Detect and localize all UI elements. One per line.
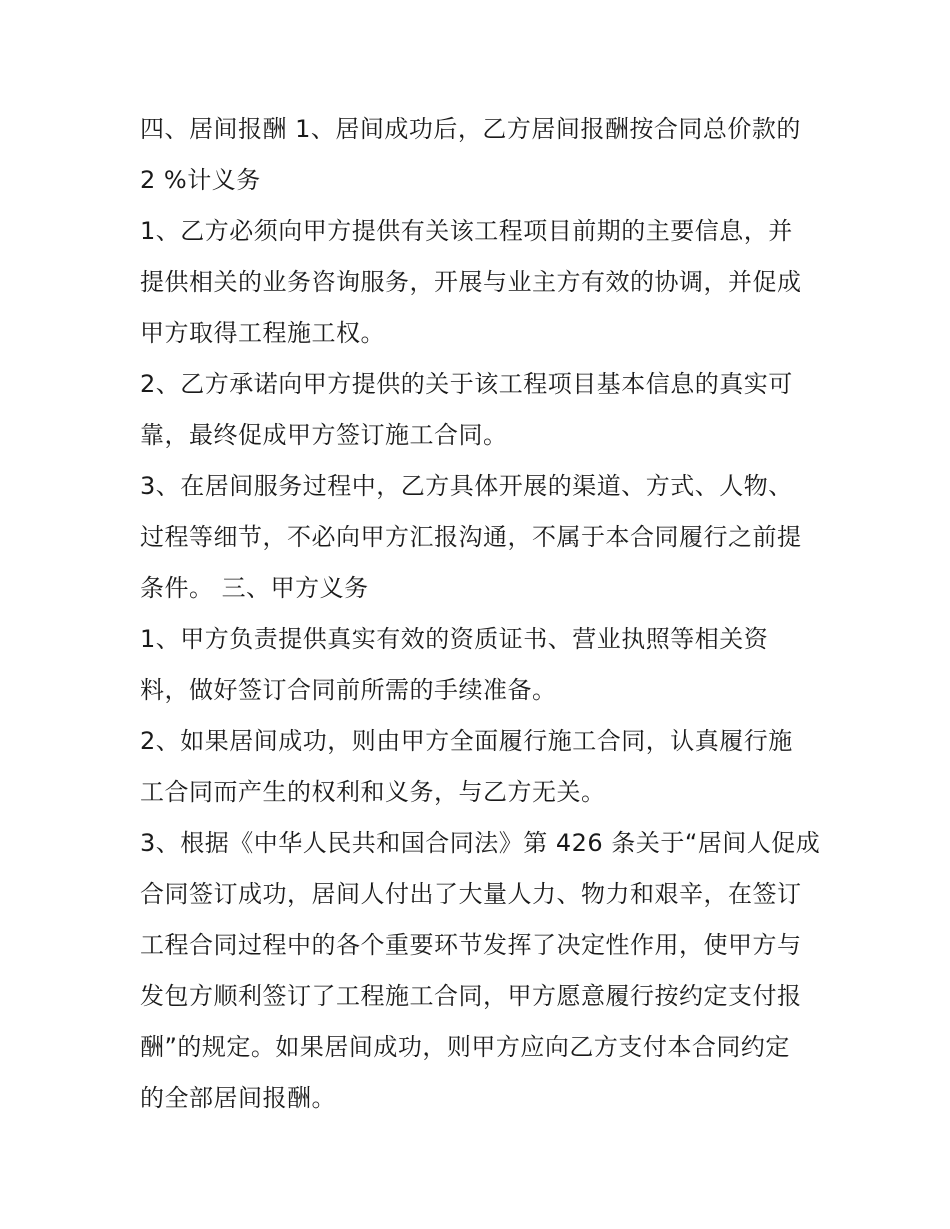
text-line: 提供相关的业务咨询服务，开展与业主方有效的协调，并促成 (140, 268, 802, 296)
text-line: 1、乙方必须向甲方提供有关该工程项目前期的主要信息，并 (140, 217, 793, 245)
text-line: 2、乙方承诺向甲方提供的关于该工程项目基本信息的真实可 (140, 370, 793, 398)
text-line: 2 %计义务 (140, 166, 261, 194)
text-line: 靠，最终促成甲方签订施工合同。 (140, 421, 508, 449)
text-line: 3、根据《中华人民共和国合同法》第 426 条关于“居间人促成 (140, 829, 821, 857)
text-line: 条件。 三、甲方义务 (140, 574, 369, 602)
document-body (140, 104, 820, 1124)
text-line: 1、甲方负责提供真实有效的资质证书、营业执照等相关资 (140, 625, 769, 653)
text-line: 料，做好签订合同前所需的手续准备。 (140, 676, 557, 704)
text-line: 发包方顺利签订了工程施工合同，甲方愿意履行按约定支付报 (140, 982, 802, 1010)
text-line: 合同签订成功，居间人付出了大量人力、物力和艰辛，在签订 (140, 880, 802, 908)
text-line: 四、居间报酬 1、居间成功后，乙方居间报酬按合同总价款的 (140, 115, 801, 143)
text-line: 酬”的规定。如果居间成功，则甲方应向乙方支付本合同约定 (140, 1033, 790, 1061)
text-line: 3、在居间服务过程中，乙方具体开展的渠道、方式、人物、 (140, 472, 793, 500)
text-line: 2、如果居间成功，则由甲方全面履行施工合同，认真履行施 (140, 727, 793, 755)
text-line: 的全部居间报酬。 (140, 1084, 336, 1112)
text-line: 过程等细节，不必向甲方汇报沟通，不属于本合同履行之前提 (140, 523, 802, 551)
text-line: 甲方取得工程施工权。 (140, 319, 385, 347)
text-line: 工程合同过程中的各个重要环节发挥了决定性作用，使甲方与 (140, 931, 802, 959)
text-line: 工合同而产生的权利和义务，与乙方无关。 (140, 778, 606, 806)
